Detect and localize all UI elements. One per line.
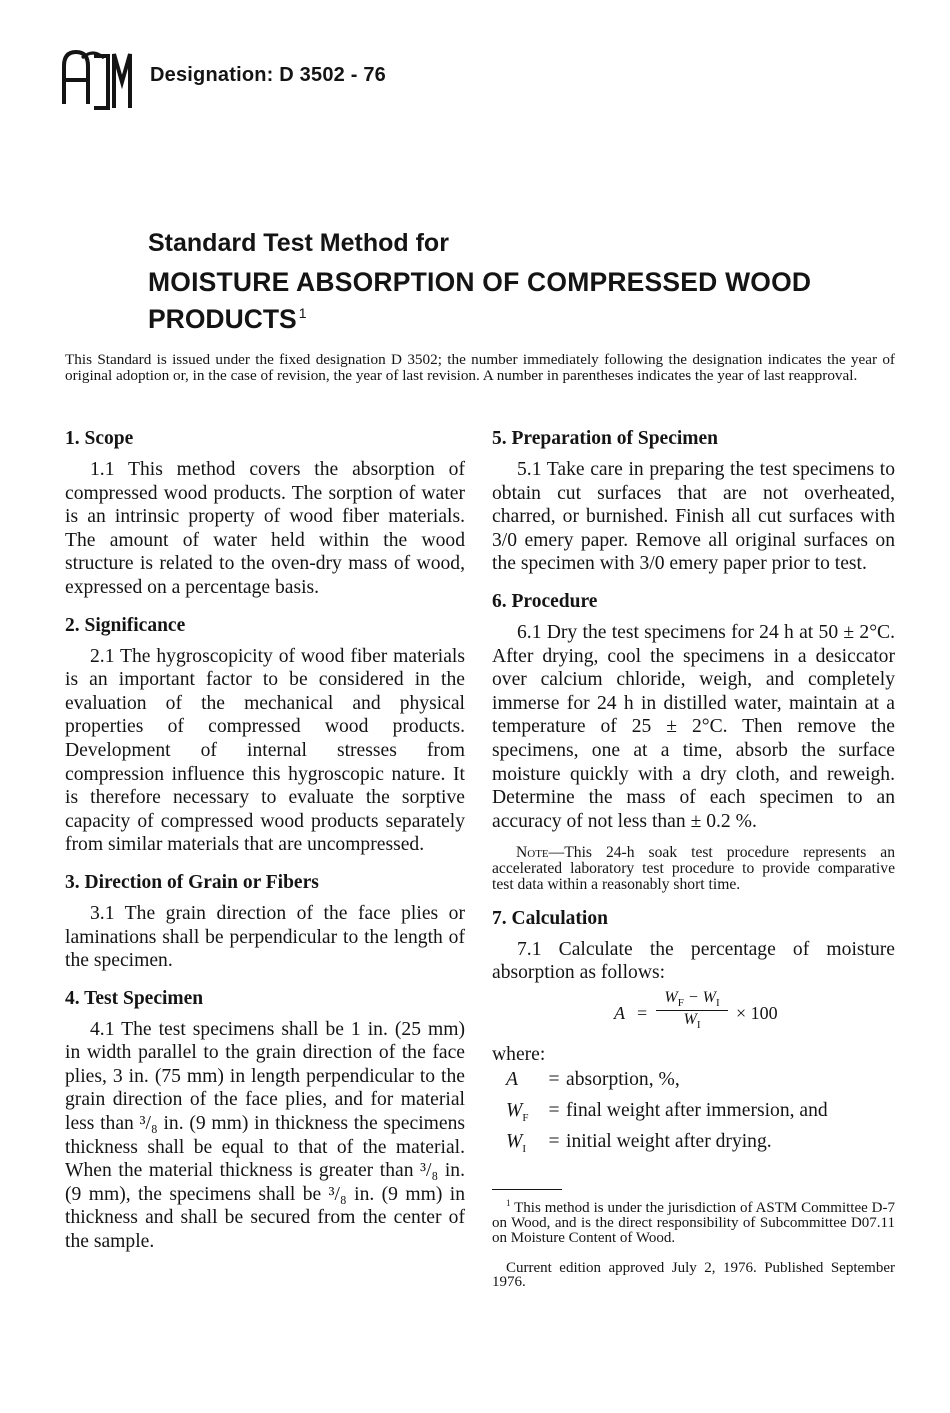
title-footnote-ref: 1 bbox=[298, 305, 307, 321]
def-symbol-letter: W bbox=[506, 1100, 523, 1122]
def-symbol-letter: W bbox=[506, 1131, 523, 1153]
section-test-specimen bbox=[65, 988, 465, 1254]
formula-fraction bbox=[656, 989, 728, 1031]
section-paragraph: 4.1 The test specimens shall be 1 in. (25 mm) in width parallel to the grain direction of the face plies, 3 in. (75 mm) in length perpendicular to the grain direction of the face plies, and for material less than ³/₈ in. (9 mm) in thickness the specimens thickness shall be equal to that of the material. When the material thickness is greater than ³/₈ in. (9 mm), the specimens shall be ³/₈ in. (9 mm) in thickness and shall be secured from the center of the sample. bbox=[65, 1018, 465, 1253]
formula-denominator bbox=[656, 1011, 728, 1031]
formula-equals: = bbox=[637, 1002, 648, 1023]
num-w: W bbox=[664, 988, 678, 1006]
footnote-2: Current edition approved July 2, 1976. Published September 1976. bbox=[492, 1259, 895, 1291]
title-line-1: Standard Test Method for bbox=[148, 229, 449, 257]
definitions-list bbox=[506, 1068, 895, 1161]
left-column bbox=[65, 428, 465, 1269]
title-line-3-text: PRODUCTS bbox=[148, 304, 297, 334]
den-sub-i: I bbox=[696, 1019, 701, 1032]
formula-times: × 100 bbox=[736, 1002, 778, 1023]
section-calculation bbox=[492, 908, 895, 1162]
definition-row bbox=[506, 1068, 895, 1099]
def-equals: = bbox=[548, 1069, 560, 1091]
section-paragraph: 7.1 Calculate the percentage of moisture absorption as follows: bbox=[492, 938, 895, 984]
den-w: W bbox=[683, 1011, 697, 1029]
section-heading: 2. Significance bbox=[65, 614, 186, 636]
def-meaning: final weight after immersion, and bbox=[566, 1100, 828, 1122]
section-paragraph: 3.1 The grain direction of the face plies or laminations shall be perpendicular to the length of the specimen. bbox=[65, 902, 465, 972]
section-direction bbox=[65, 872, 465, 973]
def-meaning: absorption, %, bbox=[566, 1069, 680, 1091]
section-paragraph: 2.1 The hygroscopicity of wood fiber materials is an important factor to be considered in the evaluation of the mechanical and physical properties of compressed wood products. Development of internal stresses from compression influence this hygroscopic nature. It is therefore necessary to evaluate the sorptive capacity of compressed wood products separately from similar materials that are uncompressed. bbox=[65, 645, 465, 856]
section-heading: 6. Procedure bbox=[492, 590, 598, 612]
section-paragraph: 6.1 Dry the test specimens for 24 h at 50 ± 2°C. After drying, cool the specimens in a desiccator over calcium chloride, weigh, and completely immerse for 24 h in distilled water, maintain at a temperature of 25 ± 2°C. Then remove the specimens, one at a time, absorb the surface moisture quickly with a dry cloth, and reweigh. Determine the mass of each specimen to an accuracy of not less than ± 0.2 %. bbox=[492, 621, 895, 832]
note-label: Note bbox=[516, 844, 549, 862]
definition-row bbox=[506, 1130, 895, 1161]
footnote-divider bbox=[492, 1189, 562, 1190]
section-preparation bbox=[492, 428, 895, 576]
footnote-1-text: This method is under the jurisdiction of ASTM Committee D-7 on Wood, and is the direct responsibility of Subcommittee D07.11 on Moisture Content of Wood. bbox=[492, 1200, 895, 1246]
section-scope bbox=[65, 428, 465, 600]
absorption-formula bbox=[492, 989, 895, 1037]
note-text: —This 24-h soak test procedure represents an accelerated laboratory test procedure to provide comparative test data within a reasonably short time. bbox=[492, 844, 895, 893]
section-significance bbox=[65, 615, 465, 857]
def-symbol-sub: F bbox=[522, 1112, 529, 1125]
section-paragraph: 1.1 This method covers the absorption of compressed wood products. The sorption of water is an intrinsic property of wood fiber materials. The amount of water held within the wood structure is related to the oven-dry mass of wood, expressed on a percentage basis. bbox=[65, 459, 465, 598]
num-minus-w: − W bbox=[683, 988, 716, 1006]
section-heading: 1. Scope bbox=[65, 428, 134, 449]
section-procedure bbox=[492, 591, 895, 893]
document-title bbox=[148, 229, 811, 335]
def-symbol bbox=[506, 1099, 542, 1130]
intro-paragraph: This Standard is issued under the fixed designation D 3502; the number immediately following the designation indicates the year of original adoption or, in the case of revision, the year of last revision. A number in parentheses indicates the year of last reapproval. bbox=[65, 351, 895, 384]
def-symbol-letter: A bbox=[506, 1069, 518, 1091]
section-heading: 5. Preparation of Specimen bbox=[492, 428, 719, 449]
definition-row bbox=[506, 1099, 895, 1130]
footnote-marker: 1 bbox=[506, 1198, 511, 1209]
title-line-2: MOISTURE ABSORPTION OF COMPRESSED WOOD bbox=[148, 267, 812, 297]
footnote-1 bbox=[492, 1196, 895, 1245]
def-equals: = bbox=[548, 1131, 560, 1153]
num-sub-i: I bbox=[715, 997, 720, 1010]
section-heading: 4. Test Specimen bbox=[65, 987, 204, 1009]
def-equals: = bbox=[548, 1100, 560, 1122]
section-paragraph: 5.1 Take care in preparing the test specimens to obtain cut surfaces that are not overheated, charred, or burnished. Finish all cut surfaces with 3/0 emery paper. Remove all original surfaces on the specimen with 3/0 emery paper prior to test. bbox=[492, 459, 895, 575]
title-line-3 bbox=[148, 304, 811, 335]
def-symbol bbox=[506, 1068, 542, 1099]
where-label: where: bbox=[492, 1043, 546, 1065]
right-column bbox=[492, 428, 895, 1305]
astm-logo-icon bbox=[54, 44, 132, 114]
section-heading: 3. Direction of Grain or Fibers bbox=[65, 871, 319, 893]
num-sub-f: F bbox=[677, 997, 684, 1010]
def-symbol-sub: I bbox=[522, 1143, 526, 1156]
procedure-note bbox=[492, 845, 895, 892]
def-meaning: initial weight after drying. bbox=[566, 1131, 772, 1153]
formula-numerator bbox=[656, 989, 728, 1011]
def-symbol bbox=[506, 1130, 542, 1161]
section-heading: 7. Calculation bbox=[492, 907, 608, 929]
formula-lhs: A bbox=[614, 1002, 625, 1023]
designation: Designation: D 3502 - 76 bbox=[150, 64, 386, 86]
